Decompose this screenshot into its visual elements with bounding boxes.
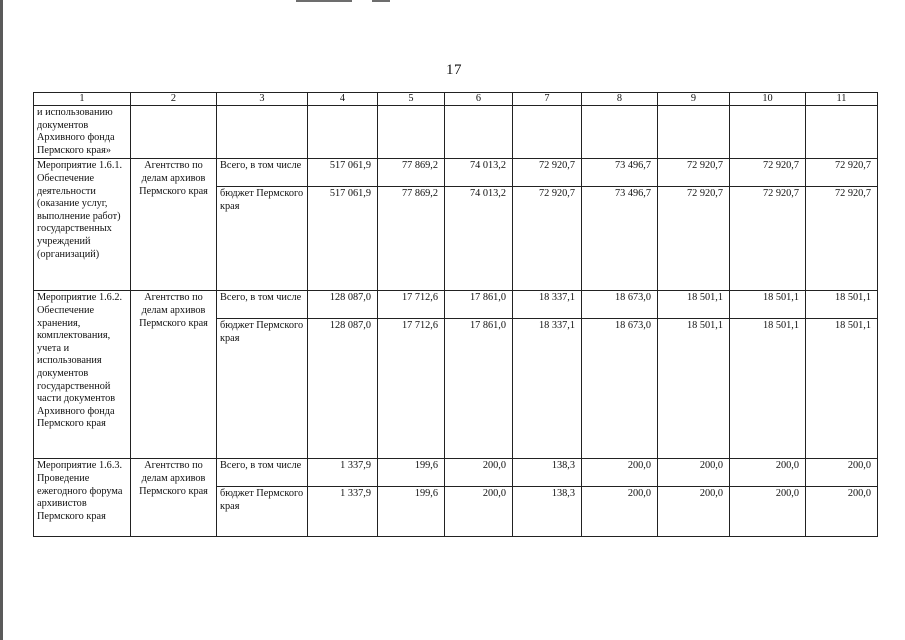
value-cell: 77 869,2 [378,159,445,187]
column-header: 7 [513,93,582,106]
value-cell: 72 920,7 [806,159,878,187]
header-row [34,93,878,106]
agency-cell: Агентство по делам архивов Пермского края [131,459,217,537]
measure-row [34,159,878,187]
value-cell: 200,0 [806,459,878,487]
value-cell: 18 501,1 [730,319,806,459]
scan-artifact-mark [296,0,352,2]
column-header: 10 [730,93,806,106]
value-cell: 18 501,1 [806,291,878,319]
column-header: 9 [658,93,730,106]
value-cell: 18 501,1 [806,319,878,459]
value-cell: 74 013,2 [445,187,513,291]
value-cell: 200,0 [730,487,806,537]
value-cell: 200,0 [582,459,658,487]
agency-cell: Агентство по делам архивов Пермского края [131,159,217,291]
measure-name-cell: Мероприятие 1.6.1. Обеспечение деятельности (оказание услуг, выполнение работ) государственных учреждений (организаций) [34,159,131,291]
value-cell: 72 920,7 [806,187,878,291]
funding-label-cell: бюджет Пермского края [217,487,308,537]
value-cell: 200,0 [806,487,878,537]
value-cell: 200,0 [658,459,730,487]
value-cell: 138,3 [513,487,582,537]
column-header: 2 [131,93,217,106]
value-cell: 72 920,7 [658,187,730,291]
value-cell: 18 501,1 [658,291,730,319]
value-cell: 138,3 [513,459,582,487]
value-cell: 200,0 [445,459,513,487]
value-cell: 517 061,9 [308,159,378,187]
column-header: 4 [308,93,378,106]
continuation-row [34,106,878,159]
funding-label-cell: Всего, в том числе [217,459,308,487]
value-cell: 72 920,7 [513,159,582,187]
value-cell: 18 501,1 [730,291,806,319]
value-cell: 1 337,9 [308,459,378,487]
column-header: 6 [445,93,513,106]
measure-name-cell: Мероприятие 1.6.2. Обеспечение хранения, комплектования, учета и использования документов государственной части документов Архивного фонда Пермского края [34,291,131,459]
value-cell: 73 496,7 [582,187,658,291]
value-cell: 17 712,6 [378,319,445,459]
measure-name-cell: Мероприятие 1.6.3. Проведение ежегодного форума архивистов Пермского края [34,459,131,537]
value-cell: 17 861,0 [445,291,513,319]
value-cell: 1 337,9 [308,487,378,537]
column-header: 8 [582,93,658,106]
funding-label-cell: Всего, в том числе [217,291,308,319]
continuation-name-cell: и использованию документов Архивного фонда Пермского края» [34,106,131,159]
value-cell: 200,0 [445,487,513,537]
value-cell: 72 920,7 [513,187,582,291]
value-cell: 200,0 [658,487,730,537]
value-cell: 200,0 [582,487,658,537]
funding-label-cell: бюджет Пермского края [217,319,308,459]
value-cell: 517 061,9 [308,187,378,291]
scan-left-edge [0,0,3,640]
value-cell: 73 496,7 [582,159,658,187]
value-cell: 18 673,0 [582,319,658,459]
measure-row [34,291,878,319]
value-cell: 74 013,2 [445,159,513,187]
measure-row [34,459,878,487]
page-number: 17 [446,62,462,78]
column-header: 1 [34,93,131,106]
value-cell: 200,0 [730,459,806,487]
value-cell: 77 869,2 [378,187,445,291]
value-cell: 72 920,7 [730,159,806,187]
column-header: 3 [217,93,308,106]
value-cell: 72 920,7 [730,187,806,291]
value-cell: 17 712,6 [378,291,445,319]
agency-cell: Агентство по делам архивов Пермского края [131,291,217,459]
value-cell: 199,6 [378,459,445,487]
funding-label-cell: бюджет Пермского края [217,187,308,291]
value-cell: 18 337,1 [513,319,582,459]
value-cell: 128 087,0 [308,291,378,319]
value-cell: 17 861,0 [445,319,513,459]
column-header: 5 [378,93,445,106]
column-header: 11 [806,93,878,106]
funding-label-cell: Всего, в том числе [217,159,308,187]
value-cell: 18 673,0 [582,291,658,319]
value-cell: 128 087,0 [308,319,378,459]
value-cell: 72 920,7 [658,159,730,187]
value-cell: 18 501,1 [658,319,730,459]
scan-artifact-mark [372,0,390,2]
budget-table [33,92,878,537]
value-cell: 199,6 [378,487,445,537]
value-cell: 18 337,1 [513,291,582,319]
